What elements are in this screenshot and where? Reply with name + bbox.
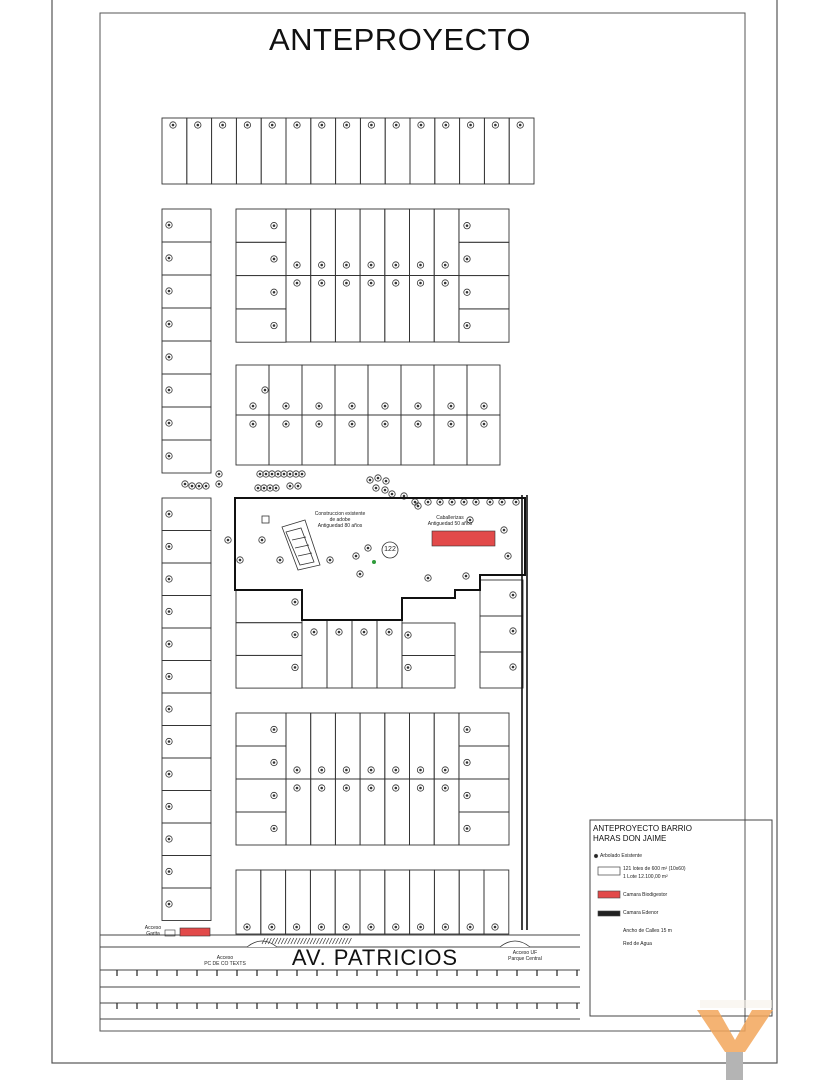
tree-icon: [273, 795, 275, 797]
lot: [335, 209, 360, 276]
tree-icon: [313, 631, 315, 633]
tree-icon: [338, 631, 340, 633]
tree-icon: [375, 487, 377, 489]
tree-icon: [370, 926, 372, 928]
tree-icon: [168, 290, 170, 292]
tree-icon: [420, 124, 422, 126]
lot: [236, 623, 302, 656]
lot: [286, 713, 311, 779]
tree-icon: [466, 795, 468, 797]
tree-icon: [420, 769, 422, 771]
tree-icon: [184, 483, 186, 485]
tree-icon: [168, 323, 170, 325]
legend-item-lots: 121 lotes de 600 m² (10x60): [623, 866, 686, 872]
tree-icon: [417, 423, 419, 425]
tree-icon: [445, 926, 447, 928]
tree-icon: [420, 264, 422, 266]
legend-item-biodigestor: Camara Biodigestor: [623, 892, 668, 898]
lot: [286, 779, 311, 845]
lot: [311, 779, 336, 845]
tree-icon: [363, 631, 365, 633]
lot: [467, 365, 500, 415]
lot: [236, 590, 302, 623]
lot: [335, 365, 368, 415]
tree-icon: [417, 505, 419, 507]
tree-icon: [427, 501, 429, 503]
lot: [236, 242, 286, 275]
lot: [302, 415, 335, 465]
lot: [335, 713, 360, 779]
logo-mark: [697, 1000, 773, 1080]
access-right-label: Acceso UF Parque Central: [508, 950, 542, 962]
tree-icon: [321, 926, 323, 928]
access-corner-label: Acceso Garita: [144, 925, 162, 937]
tree-icon: [483, 405, 485, 407]
lot: [402, 623, 455, 656]
tree-icon: [168, 903, 170, 905]
tree-icon: [273, 258, 275, 260]
stables-block: [432, 531, 495, 546]
lot: [269, 365, 302, 415]
lot: [410, 713, 435, 779]
tree-icon: [252, 405, 254, 407]
lot: [480, 652, 523, 688]
tree-icon: [239, 559, 241, 561]
tree-icon: [512, 666, 514, 668]
tree-icon: [369, 479, 371, 481]
tree-icon: [172, 124, 174, 126]
lot: [401, 365, 434, 415]
tree-icon: [168, 513, 170, 515]
tree-icon: [388, 631, 390, 633]
tree-icon: [503, 529, 505, 531]
lot: [311, 209, 336, 276]
tree-icon: [252, 423, 254, 425]
tree-icon: [512, 630, 514, 632]
tree-icon: [279, 559, 281, 561]
tree-icon: [466, 762, 468, 764]
tree-icon: [296, 787, 298, 789]
lot: [385, 209, 410, 276]
lot: [480, 616, 523, 652]
tree-icon: [466, 828, 468, 830]
tree-icon: [294, 667, 296, 669]
sheet-outer-frame: [52, 0, 777, 1063]
tree-icon: [294, 634, 296, 636]
tree-icon: [285, 405, 287, 407]
tree-icon: [168, 546, 170, 548]
lot: [480, 580, 523, 616]
access-left-label: Acceso PC DE CO TEXTS: [204, 955, 246, 967]
tree-icon: [271, 926, 273, 928]
tree-icon: [168, 773, 170, 775]
tree-icon: [168, 422, 170, 424]
tree-icon: [269, 487, 271, 489]
tree-icon: [403, 495, 405, 497]
tree-icon: [301, 473, 303, 475]
tree-icon: [451, 501, 453, 503]
avenue-label: AV. PATRICIOS: [291, 945, 459, 970]
tree-icon: [168, 257, 170, 259]
tree-icon: [168, 806, 170, 808]
tree-icon: [384, 423, 386, 425]
tree-icon: [277, 473, 279, 475]
lot: [434, 415, 467, 465]
lot: [434, 365, 467, 415]
tree-icon: [469, 926, 471, 928]
tree-icon: [321, 769, 323, 771]
lot: [352, 620, 377, 688]
tree-icon: [489, 501, 491, 503]
tree-icon: [168, 389, 170, 391]
tree-icon: [370, 282, 372, 284]
lot: [236, 655, 302, 688]
tree-icon: [321, 124, 323, 126]
lot: [360, 713, 385, 779]
tree-icon: [370, 264, 372, 266]
legend-item-trees: Arbolado Existente: [600, 853, 642, 859]
lot: [236, 309, 286, 342]
tree-icon: [168, 224, 170, 226]
tree-icon: [507, 555, 509, 557]
lot: [467, 415, 500, 465]
tree-icon: [501, 501, 503, 503]
tree-icon: [483, 423, 485, 425]
tree-icon: [470, 124, 472, 126]
tree-icon: [395, 282, 397, 284]
tree-icon: [198, 485, 200, 487]
tree-icon: [275, 487, 277, 489]
tree-icon: [494, 926, 496, 928]
tree-icon: [168, 356, 170, 358]
lot: [368, 415, 401, 465]
tree-icon: [257, 487, 259, 489]
tree-icon: [295, 473, 297, 475]
tree-icon: [407, 634, 409, 636]
tree-icon: [318, 423, 320, 425]
tree-icon: [296, 282, 298, 284]
tree-icon: [465, 575, 467, 577]
tree-icon: [395, 264, 397, 266]
tree-icon: [289, 473, 291, 475]
tree-icon: [395, 787, 397, 789]
tree-icon: [359, 573, 361, 575]
tree-icon: [466, 291, 468, 293]
tree-icon: [351, 405, 353, 407]
tree-icon: [273, 325, 275, 327]
tree-icon: [346, 124, 348, 126]
tree-icon: [445, 124, 447, 126]
lot: [385, 779, 410, 845]
lot: [402, 656, 455, 689]
tree-icon: [168, 676, 170, 678]
tree-icon: [227, 539, 229, 541]
lot: [311, 713, 336, 779]
tree-icon: [168, 578, 170, 580]
tree-icon: [168, 643, 170, 645]
tree-icon: [444, 769, 446, 771]
tree-icon: [395, 124, 397, 126]
tree-icon: [271, 473, 273, 475]
tree-icon: [321, 264, 323, 266]
tree-icon: [246, 926, 248, 928]
tree-icon: [168, 838, 170, 840]
lot: [236, 746, 286, 779]
legend-item-large-lot: 1 Lote 12.100,00 m²: [623, 874, 668, 880]
tree-icon: [296, 264, 298, 266]
tree-icon: [345, 926, 347, 928]
tree-icon: [466, 258, 468, 260]
tree-icon: [191, 485, 193, 487]
tree-icon: [222, 124, 224, 126]
lot: [434, 209, 459, 276]
tree-icon: [427, 577, 429, 579]
tree-icon: [168, 611, 170, 613]
tree-icon: [346, 282, 348, 284]
tree-icon: [466, 225, 468, 227]
tree-icon: [205, 485, 207, 487]
tree-icon: [261, 539, 263, 541]
tree-icon: [346, 264, 348, 266]
tree-icon: [444, 282, 446, 284]
lot: [236, 276, 286, 309]
tree-icon: [384, 405, 386, 407]
stables-note: Caballerizas Antiguedad 50 años: [427, 515, 473, 527]
tree-icon: [444, 787, 446, 789]
tree-icon: [463, 501, 465, 503]
lot: [410, 779, 435, 845]
page-title: ANTEPROYECTO: [268, 22, 532, 57]
tree-icon: [265, 473, 267, 475]
lot: [302, 365, 335, 415]
tree-icon: [495, 124, 497, 126]
tree-icon: [264, 389, 266, 391]
tree-icon: [168, 708, 170, 710]
tree-icon: [296, 124, 298, 126]
building-note: Construccion existente de adobe Antiguedad 80 años: [314, 511, 366, 529]
tree-icon: [168, 741, 170, 743]
tree-icon: [285, 423, 287, 425]
tree-icon: [346, 787, 348, 789]
tree-icon: [444, 264, 446, 266]
tree-icon: [371, 124, 373, 126]
tree-icon: [197, 124, 199, 126]
lot: [327, 620, 352, 688]
tree-icon: [289, 485, 291, 487]
tree-icon: [263, 487, 265, 489]
tree-icon: [450, 423, 452, 425]
tree-icon: [367, 547, 369, 549]
tree-icon: [395, 769, 397, 771]
tree-icon: [370, 787, 372, 789]
lot: [335, 415, 368, 465]
tree-icon: [407, 667, 409, 669]
tree-icon: [273, 291, 275, 293]
tree-icon: [168, 455, 170, 457]
lot: [360, 209, 385, 276]
lot: [385, 713, 410, 779]
tree-icon: [218, 483, 220, 485]
lot: [302, 620, 327, 688]
tree-icon: [385, 480, 387, 482]
tree-icon: [294, 601, 296, 603]
legend-title: ANTEPROYECTO BARRIO HARAS DON JAIME: [593, 824, 692, 843]
lot: [236, 812, 286, 845]
lot: [360, 779, 385, 845]
tree-icon: [273, 828, 275, 830]
lot: [269, 415, 302, 465]
lot: [286, 209, 311, 276]
tree-icon: [351, 423, 353, 425]
tree-icon: [271, 124, 273, 126]
lot: [368, 365, 401, 415]
tree-icon: [296, 926, 298, 928]
tree-icon: [450, 405, 452, 407]
tree-icon: [377, 477, 379, 479]
tree-icon: [439, 501, 441, 503]
tree-icon: [355, 555, 357, 557]
tree-icon: [414, 501, 416, 503]
tree-icon: [420, 787, 422, 789]
tree-icon: [329, 559, 331, 561]
lot: [434, 779, 459, 845]
tree-icon: [321, 787, 323, 789]
tree-icon: [273, 225, 275, 227]
lot: [236, 415, 269, 465]
tree-icon: [273, 762, 275, 764]
tree-icon: [475, 501, 477, 503]
tree-icon: [420, 926, 422, 928]
lot: [236, 713, 286, 746]
tree-icon: [515, 501, 517, 503]
tree-icon: [297, 485, 299, 487]
tree-icon: [168, 871, 170, 873]
tree-icon: [370, 769, 372, 771]
tree-icon: [391, 493, 393, 495]
lot: [236, 209, 286, 242]
legend-item-street-width: Ancho de Calles 15 m: [623, 928, 672, 934]
tree-icon: [420, 282, 422, 284]
tree-icon: [417, 405, 419, 407]
lot: [434, 713, 459, 779]
lot: [335, 779, 360, 845]
lot: [377, 620, 402, 688]
legend-item-edenor: Camara Edenor: [623, 910, 659, 916]
lot: [410, 209, 435, 276]
tree-icon: [318, 405, 320, 407]
tree-icon: [466, 729, 468, 731]
lot: [401, 415, 434, 465]
tree-icon: [384, 489, 386, 491]
tree-icon: [519, 124, 521, 126]
tree-icon: [296, 769, 298, 771]
tree-icon: [346, 769, 348, 771]
central-lot-number: 122: [384, 546, 396, 553]
tree-icon: [466, 325, 468, 327]
tree-icon: [321, 282, 323, 284]
tree-icon: [273, 729, 275, 731]
tree-icon: [218, 473, 220, 475]
tree-icon: [259, 473, 261, 475]
tree-icon: [247, 124, 249, 126]
tree-icon: [395, 926, 397, 928]
tree-icon: [512, 594, 514, 596]
lot: [236, 779, 286, 812]
tree-icon: [283, 473, 285, 475]
legend-item-water: Red de Agua: [623, 941, 652, 947]
